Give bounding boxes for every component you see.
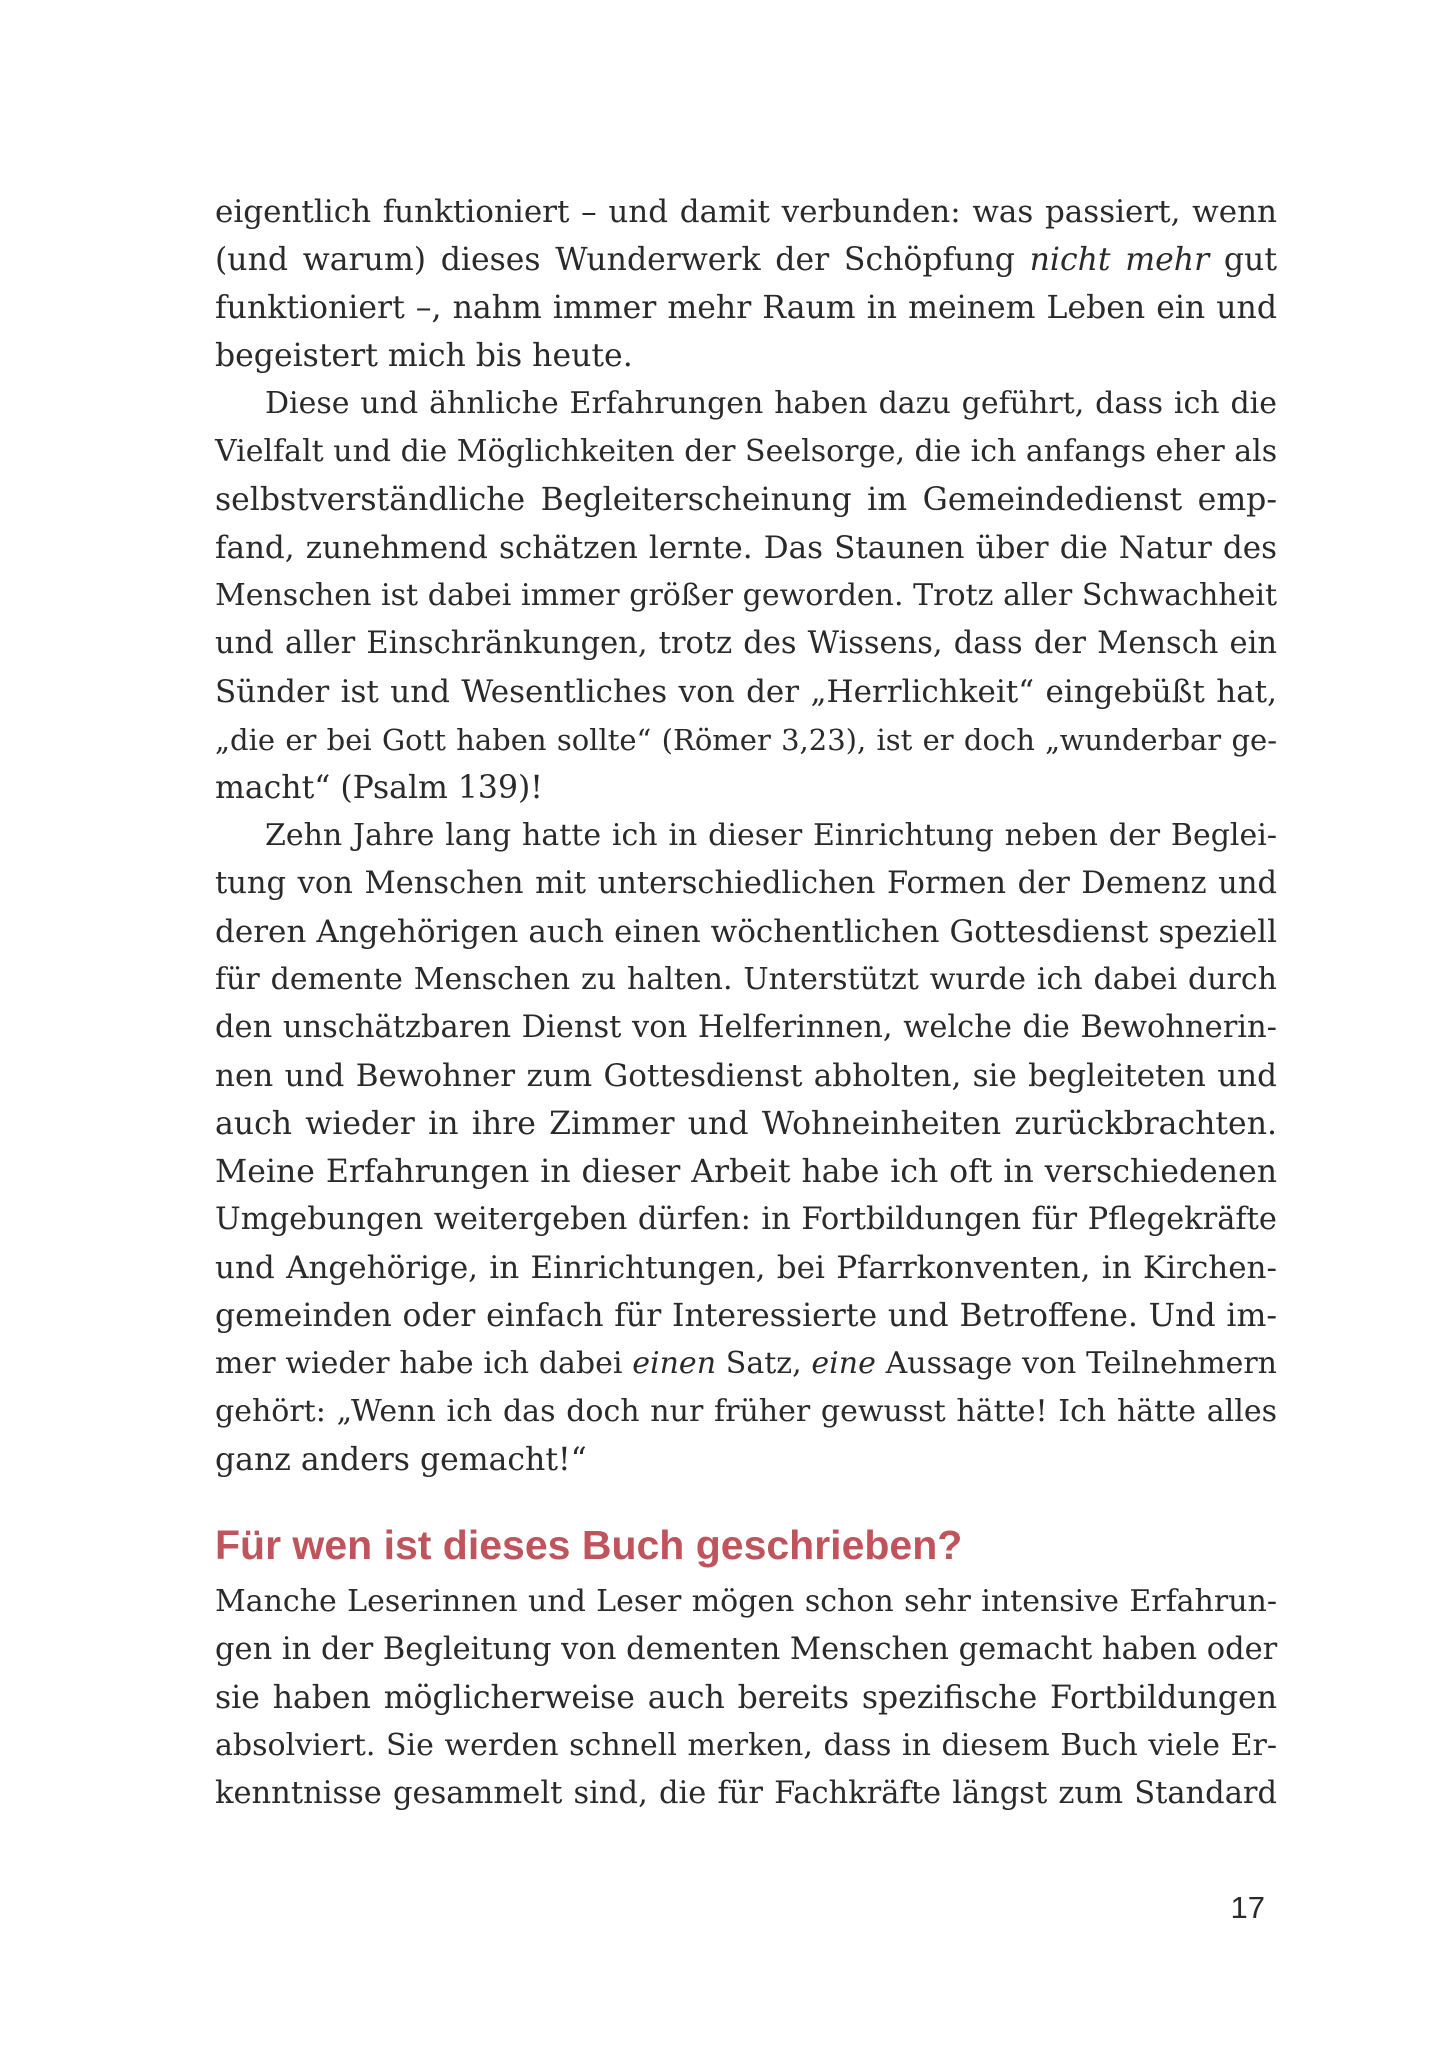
text-line: macht“ (Psalm 139)! [215,770,543,806]
text-line: deren Angehörigen auch einen wöchentlichen Gottesdienst speziell [215,914,1277,950]
text-line [215,1340,1277,1388]
text-line: und Angehörige, in Einrichtungen, bei Pfarrkonventen, in Kirchen- [215,1250,1277,1286]
text-line: Meine Erfahrungen in dieser Arbeit habe ich oft in verschiedenen [215,1154,1277,1190]
text-run: gut [1209,242,1277,278]
text-line: Vielfalt und die Möglichkeiten der Seelsorge, die ich anfangs eher als [215,434,1278,469]
emphasis-text: einen [632,1346,717,1381]
text-line: Manche Leserinnen und Leser mögen schon sehr intensive Erfahrun- [215,1584,1277,1619]
emphasis-text: nicht mehr [1029,242,1210,278]
text-line: gehört: „Wenn ich das doch nur früher gewusst hätte! Ich hätte alles [215,1394,1277,1429]
text-line: ganz anders gemacht!“ [215,1442,587,1478]
text-line: tung von Menschen mit unterschiedlichen Formen der Demenz und [215,866,1277,901]
text-line: für demente Menschen zu halten. Unterstützt wurde ich dabei durch [215,962,1277,997]
text-line: nen und Bewohner zum Gottesdienst abholten, sie begleiteten und [215,1058,1277,1094]
text-line: Sünder ist und Wesentliches von der „Herrlichkeit“ eingebüßt hat, [215,674,1277,710]
page-number: 17 [1230,1890,1265,1925]
text-line: Zehn Jahre lang hatte ich in dieser Einrichtung neben der Beglei- [265,818,1277,853]
text-line [215,236,1277,284]
text-line: Umgebungen weitergeben dürfen: in Fortbildungen für Pflegekräfte [215,1202,1277,1237]
text-line: den unschätzbaren Dienst von Helferinnen, welche die Bewohnerin- [215,1010,1277,1045]
text-line: und aller Einschränkungen, trotz des Wissens, dass der Mensch ein [215,626,1277,661]
section-heading: Für wen ist dieses Buch geschrieben? [215,1522,963,1568]
text-line: Diese und ähnliche Erfahrungen haben dazu geführt, dass ich die [265,386,1277,421]
text-line: funktioniert –, nahm immer mehr Raum in meinem Leben ein und [215,290,1277,326]
text-line: Menschen ist dabei immer größer geworden. Trotz aller Schwachheit [215,578,1277,613]
text-run: mer wieder habe ich dabei [215,1346,633,1381]
text-line: sie haben möglicherweise auch bereits spezifische Fortbildungen [215,1680,1277,1716]
text-line: eigentlich funktioniert – und damit verbunden: was passiert, wenn [215,194,1277,230]
body-text-block-1 [215,188,1277,1484]
text-line: gemeinden oder einfach für Interessierte und Betroffene. Und im- [215,1298,1277,1334]
text-run: Satz, [716,1346,812,1381]
emphasis-text: eine [811,1346,876,1381]
text-line: absolviert. Sie werden schnell merken, dass in diesem Buch viele Er- [215,1728,1277,1763]
text-run: (und warum) dieses Wunderwerk der Schöpfung [215,242,1030,278]
text-line: kenntnisse gesammelt sind, die für Fachkräfte längst zum Standard [215,1776,1277,1811]
text-line: gen in der Begleitung von dementen Menschen gemacht haben oder [215,1632,1278,1667]
text-line: fand, zunehmend schätzen lernte. Das Staunen über die Natur des [215,530,1277,566]
text-line: begeistert mich bis heute. [215,338,633,374]
text-line: selbstverständliche Begleiterscheinung im Gemeindedienst emp- [215,482,1277,518]
text-line: auch wieder in ihre Zimmer und Wohneinheiten zurückbrachten. [215,1106,1277,1142]
text-line: „die er bei Gott haben sollte“ (Römer 3,23), ist er doch „wunderbar ge- [215,723,1277,757]
body-text-block-2 [215,1578,1277,1818]
text-run: Aussage von Teilnehmern [875,1346,1277,1381]
